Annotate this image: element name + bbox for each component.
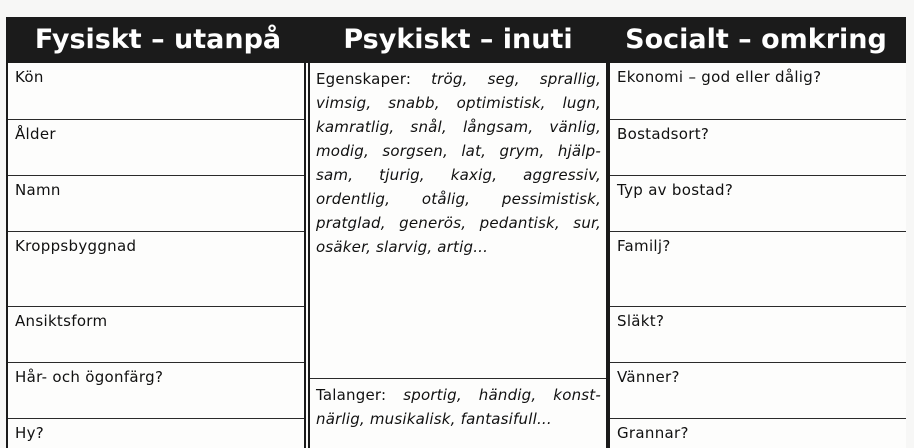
header-social: Socialt – omkring xyxy=(625,24,887,55)
social-row-residence[interactable] xyxy=(610,119,906,175)
social-row-family[interactable] xyxy=(610,231,906,306)
traits-list: trög, seg, sprallig, vimsig, snabb, optimistisk, lugn, kamratlig, snål, långsam, vänlig, modig, sorgsen, lat, grym, hjälp-sam, tjurig, kaxig, aggressiv, ordentlig, otålig, pessimistisk, pratglad, generös, pedantisk, sur, osäker, slarvig, artig... xyxy=(316,70,602,256)
physical-row-label: Kön xyxy=(15,68,44,86)
physical-row-label: Kroppsbyggnad xyxy=(15,237,137,255)
social-row-label: Familj? xyxy=(617,237,671,255)
physical-row-name[interactable] xyxy=(8,175,304,231)
physical-row-label: Ansiktsform xyxy=(15,312,108,330)
traits-label: Egenskaper: xyxy=(316,70,412,88)
physical-row-label: Hy? xyxy=(15,424,45,442)
social-row-label: Vänner? xyxy=(617,368,680,386)
physical-row-build[interactable] xyxy=(8,231,304,306)
physical-row-face[interactable] xyxy=(8,306,304,362)
character-worksheet xyxy=(6,17,906,448)
social-column xyxy=(608,63,906,448)
physical-row-skin[interactable] xyxy=(8,418,304,448)
header-mental: Psykiskt – inuti xyxy=(343,24,573,55)
physical-column xyxy=(8,63,306,448)
traits-box[interactable] xyxy=(310,63,606,378)
social-row-label: Bostadsort? xyxy=(617,125,710,143)
physical-row-label: Namn xyxy=(15,181,61,199)
physical-row-label: Ålder xyxy=(15,125,56,143)
social-row-label: Ekonomi – god eller dålig? xyxy=(617,68,822,86)
talents-paragraph xyxy=(316,383,601,431)
social-row-label: Typ av bostad? xyxy=(617,181,734,199)
social-row-friends[interactable] xyxy=(610,362,906,418)
physical-row-age[interactable] xyxy=(8,119,304,175)
talents-list: sportig, händig, konst-närlig, musikalisk, fantasifull... xyxy=(316,386,601,428)
physical-row-label: Hår- och ögonfärg? xyxy=(15,368,164,386)
social-row-housing[interactable] xyxy=(610,175,906,231)
talents-box[interactable] xyxy=(310,378,606,448)
traits-paragraph xyxy=(316,67,601,259)
header-physical: Fysiskt – utanpå xyxy=(34,24,282,55)
header-bar xyxy=(8,17,904,63)
social-row-neighbours[interactable] xyxy=(610,418,906,448)
social-row-relatives[interactable] xyxy=(610,306,906,362)
social-row-economy[interactable] xyxy=(610,63,906,119)
mental-column xyxy=(308,63,608,448)
physical-row-gender[interactable] xyxy=(8,63,304,119)
social-row-label: Släkt? xyxy=(617,312,665,330)
social-row-label: Grannar? xyxy=(617,424,689,442)
talents-label: Talanger: xyxy=(316,386,387,404)
physical-row-hair-eyes[interactable] xyxy=(8,362,304,418)
